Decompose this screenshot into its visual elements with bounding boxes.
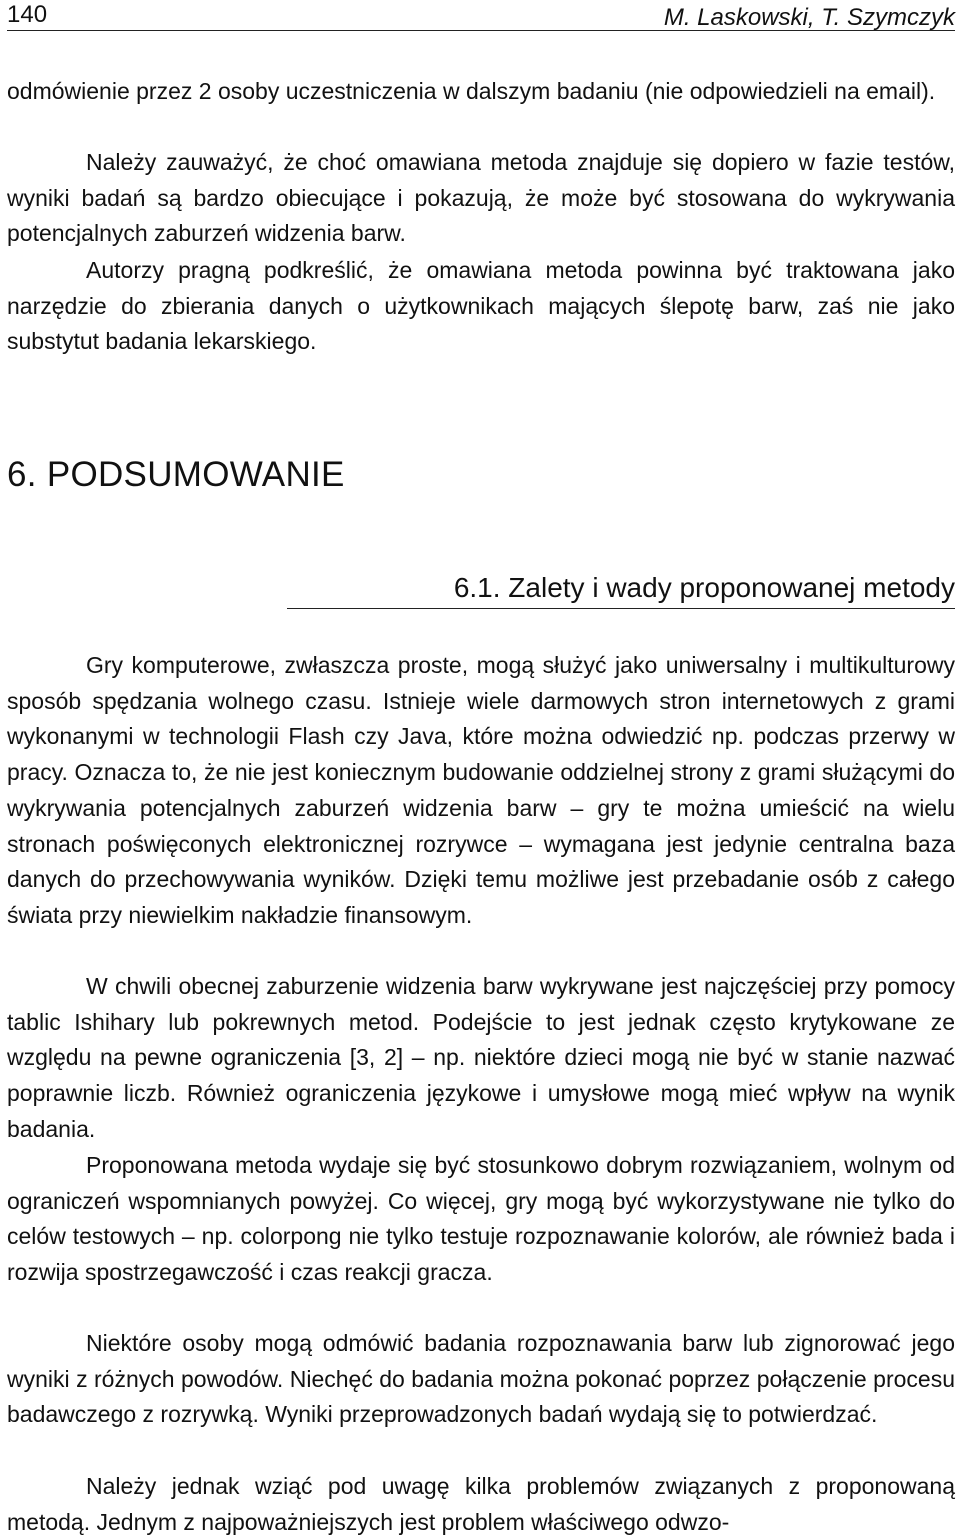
page-header bbox=[7, 0, 955, 31]
section-heading: 6. PODSUMOWANIE bbox=[7, 455, 345, 494]
paragraph: odmówienie przez 2 osoby uczestniczenia w dalszym badaniu (nie odpowiedzieli na email). bbox=[7, 78, 936, 104]
running-head-authors: M. Laskowski, T. Szymczyk bbox=[663, 4, 955, 31]
paragraph: W chwili obecnej zaburzenie widzenia barw wykrywane jest najczęściej przy pomocy tablic Ishihary lub pokrewnych metod. Podejście to jest jednak często krytykowane ze względu na pewne ograniczenia [3, 2] – np. niektóre dzieci mogą nie być w stanie nazwać poprawnie liczb. Również ograniczenia językowe i umysłowe mogą mieć wpływ na wynik badania. bbox=[7, 973, 955, 1142]
paragraph: Należy zauważyć, że choć omawiana metoda znajduje się dopiero w fazie testów, wyniki badań są bardzo obiecujące i pokazują, że może być stosowana do wykrywania potencjalnych zaburzeń widzenia barw. bbox=[7, 149, 955, 247]
paragraph: Należy jednak wziąć pod uwagę kilka problemów związanych z proponowaną metodą. Jednym z najpoważniejszych jest problem właściwego odwzo- bbox=[7, 1473, 955, 1535]
paragraph: Proponowana metoda wydaje się być stosunkowo dobrym rozwiązaniem, wolnym od ograniczeń wspomnianych powyżej. Co więcej, gry mogą być wykorzystywane nie tylko do celów testowych – np. colorpong nie tylko testuje rozpoznawanie kolorów, ale również bada i rozwija spostrzegawczość i czas reakcji gracza. bbox=[7, 1152, 955, 1286]
paragraph: Autorzy pragną podkreślić, że omawiana metoda powinna być traktowana jako narzędzie do zbierania danych o użytkownikach mających ślepotę barw, zaś nie jako substytut badania lekarskiego. bbox=[7, 257, 955, 355]
paragraph: Gry komputerowe, zwłaszcza proste, mogą służyć jako uniwersalny i multikulturowy sposób spędzania wolnego czasu. Istnieje wiele darmowych stron internetowych z grami wykonanymi w technologii Flash czy Java, które można odwiedzić np. podczas przerwy w pracy. Oznacza to, że nie jest koniecznym budowanie oddzielnej strony z grami służącymi do wykrywania potencjalnych zaburzeń widzenia barw – gry te można umieścić na wielu stronach poświęconych elektronicznej rozrywce – wymagana jest jedynie centralna baza danych do przechowywania wyników. Dzięki temu możliwe jest przebadanie osób z całego świata przy niewielkim nakładzie finansowym. bbox=[7, 652, 955, 928]
page-number: 140 bbox=[7, 1, 48, 28]
paragraph: Niektóre osoby mogą odmówić badania rozpoznawania barw lub zignorować jego wyniki z różnych powodów. Niechęć do badania można pokonać poprzez połączenie procesu badawczego z rozrywką. Wyniki przeprowadzonych badań wydają się to potwierdzać. bbox=[7, 1330, 955, 1428]
subsection-heading: 6.1. Zalety i wady proponowanej metody bbox=[287, 572, 955, 609]
document-page bbox=[7, 0, 955, 1535]
